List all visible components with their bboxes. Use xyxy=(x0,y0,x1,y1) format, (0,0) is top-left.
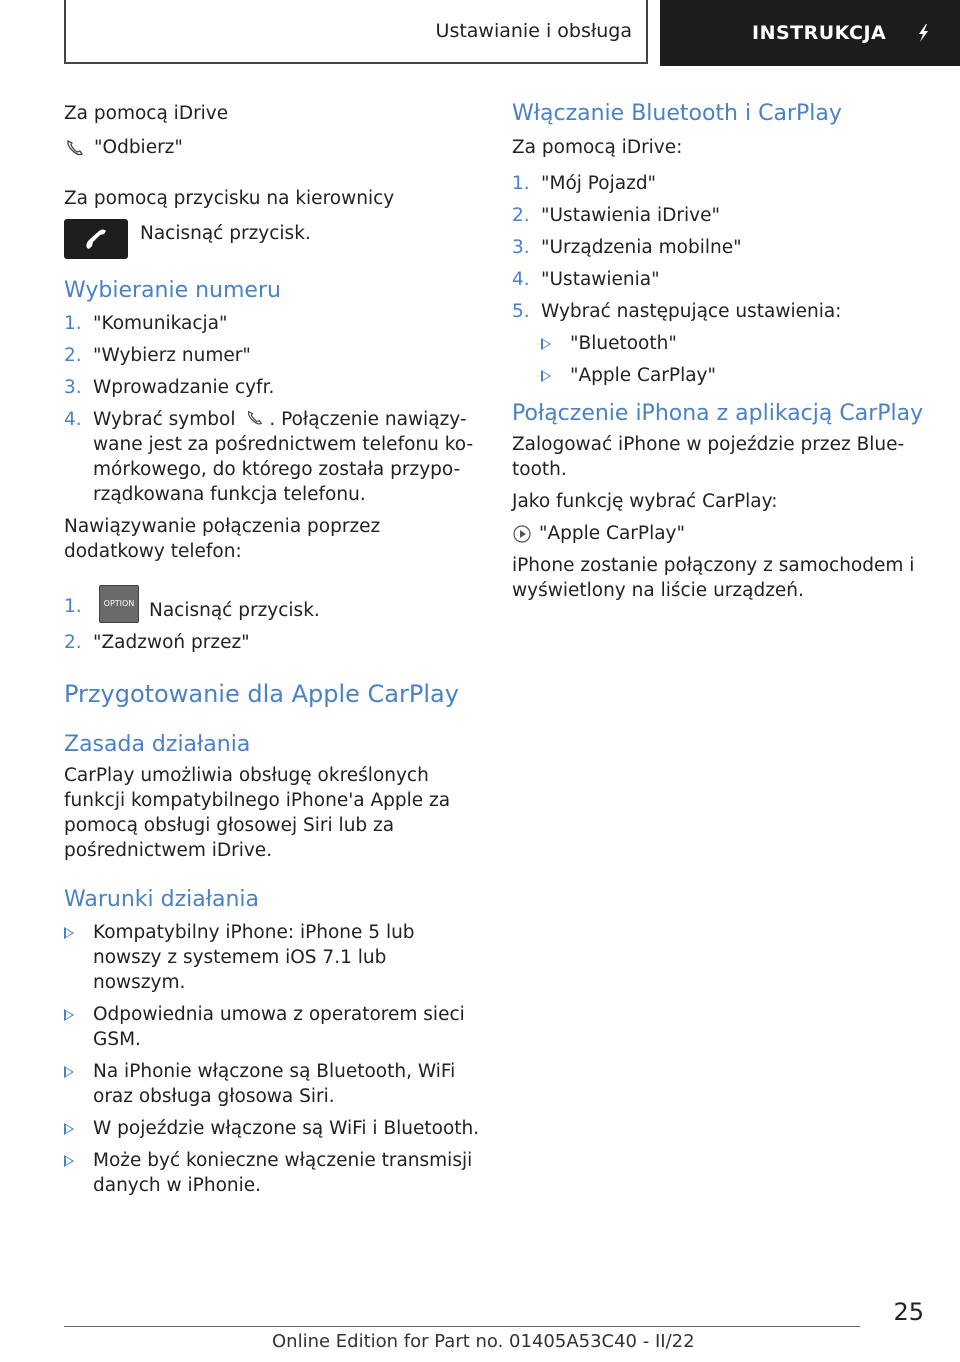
left-column xyxy=(64,100,482,1205)
conditions-list xyxy=(64,920,482,1198)
list-item: 2. "Zadzwoń przez" xyxy=(64,632,250,653)
principle-heading: Zasada działania xyxy=(64,732,251,757)
wheel-text: Nacisnąć przycisk. xyxy=(140,223,311,244)
list-item: 4. "Ustawienia" xyxy=(512,269,660,290)
list-item: 1. "Komunikacja" xyxy=(64,313,228,334)
list-item: Na iPhonie włączone są Bluetooth, WiFi oraz obsługa głosowa Siri. xyxy=(64,1059,482,1109)
list-item: 2. "Ustawienia iDrive" xyxy=(512,205,720,226)
answer-label: "Odbierz" xyxy=(94,137,183,158)
list-item: 5. Wybrać następujące ustawienia: xyxy=(512,301,842,322)
bluetooth-intro: Za pomocą iDrive: xyxy=(512,137,683,158)
list-item: 1. OPTION Nacisnąć przycisk. xyxy=(64,584,482,623)
footer-divider xyxy=(64,1326,860,1327)
principle-text: CarPlay umożliwia obsługę określonych funkcji kompatybilnego iPhone'a Apple za pomocą obsługi głosowej Siri lub za pośrednictwem iDrive. xyxy=(64,765,451,861)
bullet-triangle-icon xyxy=(64,1066,74,1078)
page-number: 25 xyxy=(893,1298,924,1326)
bluetooth-settings xyxy=(541,331,932,388)
section-title-text: Ustawianie i obsługa xyxy=(435,20,632,42)
list-item: Może być konieczne włączenie transmisji danych w iPhonie. xyxy=(64,1148,482,1198)
edition-footer: Online Edition for Part no. 01405A53C40 - II/22 xyxy=(272,1331,695,1352)
connect-text-2: Jako funkcję wybrać CarPlay: xyxy=(512,491,778,512)
list-item: "Bluetooth" xyxy=(541,331,932,356)
right-column xyxy=(512,100,932,603)
additional-phone-text: Nawiązywanie połączenia poprzez dodatkowy telefon: xyxy=(64,516,381,562)
connect-text-3: iPhone zostanie połączony z samochodem i wyświetlony na liście urządzeń. xyxy=(512,555,915,601)
list-item: 1. "Mój Pojazd" xyxy=(512,173,657,194)
answer-row xyxy=(64,135,482,160)
list-item: W pojeździe włączone są WiFi i Bluetooth. xyxy=(64,1116,482,1141)
phone-icon xyxy=(244,409,266,427)
page-header xyxy=(0,0,960,66)
wheel-row xyxy=(64,219,482,259)
carplay-select-row xyxy=(512,521,932,546)
bullet-triangle-icon xyxy=(541,338,551,350)
option-button-icon: OPTION xyxy=(99,585,139,623)
dial-steps xyxy=(64,311,482,507)
list-item: Kompatybilny iPhone: iPhone 5 lub nowszy z systemem iOS 7.1 lub nowszym. xyxy=(64,920,482,995)
list-item: "Apple CarPlay" xyxy=(541,363,932,388)
carplay-heading: Przygotowanie dla Apple CarPlay xyxy=(64,680,459,708)
option-steps xyxy=(64,584,482,655)
list-item: Odpowiednia umowa z operatorem sieci GSM. xyxy=(64,1002,482,1052)
dial-heading: Wybieranie numeru xyxy=(64,278,281,303)
manual-badge xyxy=(660,0,960,66)
manual-label: INSTRUKCJA xyxy=(752,22,887,44)
conditions-heading: Warunki działania xyxy=(64,887,259,912)
connect-heading: Połączenie iPhona z aplikacją CarPlay xyxy=(512,401,924,426)
list-item: 4. Wybrać symbol . Połączenie nawiązy-wane jest za pośrednictwem telefonu ko-mórkowego, do którego została przypo-rządkowana funkcja telefonu. xyxy=(64,409,474,505)
bluetooth-steps xyxy=(512,171,932,324)
bullet-triangle-icon xyxy=(64,1123,74,1135)
bullet-triangle-icon xyxy=(541,370,551,382)
section-title xyxy=(64,0,648,64)
bullet-triangle-icon xyxy=(64,1009,74,1021)
play-circle-icon xyxy=(512,524,532,544)
carplay-select-label: "Apple CarPlay" xyxy=(539,523,686,544)
connect-text-1: Zalogować iPhone w pojeździe przez Blue-tooth. xyxy=(512,434,905,480)
list-item: 2. "Wybierz numer" xyxy=(64,345,251,366)
steering-phone-button-icon xyxy=(64,219,128,259)
list-item: 3. "Urządzenia mobilne" xyxy=(512,237,742,258)
list-item: 3. Wprowadzanie cyfr. xyxy=(64,377,275,398)
wheel-heading: Za pomocą przycisku na kierownicy xyxy=(64,188,395,209)
lightning-icon xyxy=(912,22,934,44)
bluetooth-heading: Włączanie Bluetooth i CarPlay xyxy=(512,101,842,126)
bullet-triangle-icon xyxy=(64,927,74,939)
idrive-heading: Za pomocą iDrive xyxy=(64,103,229,124)
bullet-triangle-icon xyxy=(64,1155,74,1167)
phone-icon xyxy=(64,138,86,158)
